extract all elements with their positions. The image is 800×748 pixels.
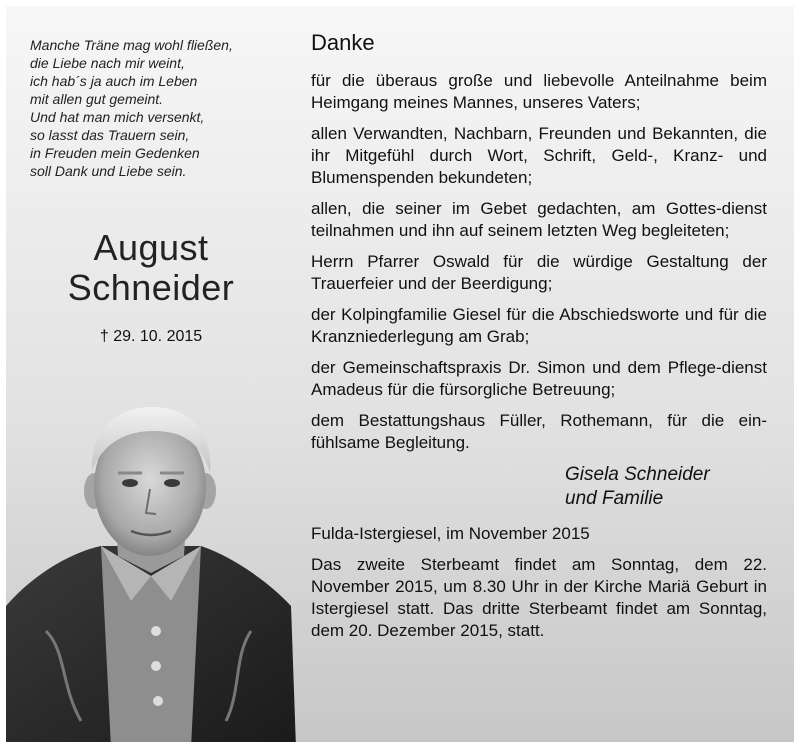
signature-line: Gisela Schneider [565,464,710,485]
thanks-paragraph: allen Verwandten, Nachbarn, Freunden und Bekannten, die ihr Mitgefühl durch Wort, Schrift, Geld-, Kranz- und Blumenspenden bekundeten; [311,124,767,187]
service-note: Das zweite Sterbeamt findet am Sonntag, dem 22. November 2015, um 8.30 Uhr in der Kirche Mariä Geburt in Istergiesel statt. Das dritte Sterbeamt findet am Sonntag, dem 20. Dezember 2015, statt. [311,555,767,640]
poem-line: Und hat man mich versenkt, [30,109,205,125]
poem-line: in Freuden mein Gedenken [30,145,200,161]
thanks-paragraph: der Gemeinschaftspraxis Dr. Simon und dem Pflege-dienst Amadeus für die fürsorgliche Betreuung; [311,358,767,399]
poem-line: die Liebe nach mir weint, [30,55,185,71]
thanks-column [311,30,767,651]
thanks-paragraph: allen, die seiner im Gebet gedachten, am Gottes-dienst teilnahmen und ihn auf seinem letzten Weg begleiteten; [311,199,767,240]
signature-line: und Familie [565,488,664,509]
thanks-paragraph: dem Bestattungshaus Füller, Rothemann, für die ein-fühlsame Begleitung. [311,411,767,452]
portrait-photo [6,401,296,742]
thanks-paragraph: der Kolpingfamilie Giesel für die Abschiedsworte und für die Kranzniederlegung am Grab; [311,305,767,346]
deceased-name [26,228,276,308]
signature [311,463,767,511]
last-name: Schneider [67,267,235,308]
obituary-panel [6,6,794,742]
poem [30,36,280,180]
first-name: August [93,227,209,268]
poem-line: ich hab´s ja auch im Leben [30,73,198,89]
thanks-paragraph: für die überaus große und liebevolle Anteilnahme beim Heimgang meines Mannes, unseres Vaters; [311,71,767,112]
thanks-paragraph: Herrn Pfarrer Oswald für die würdige Gestaltung der Trauerfeier und der Beerdigung; [311,252,767,293]
poem-line: mit allen gut gemeint. [30,91,164,107]
poem-line: Manche Träne mag wohl fließen, [30,37,233,53]
poem-line: soll Dank und Liebe sein. [30,163,187,179]
place-date: Fulda-Istergiesel, im November 2015 [311,524,590,543]
poem-line: so lasst das Trauern sein, [30,127,190,143]
death-date: † 29. 10. 2015 [99,328,203,345]
thanks-heading: Danke [311,30,375,55]
